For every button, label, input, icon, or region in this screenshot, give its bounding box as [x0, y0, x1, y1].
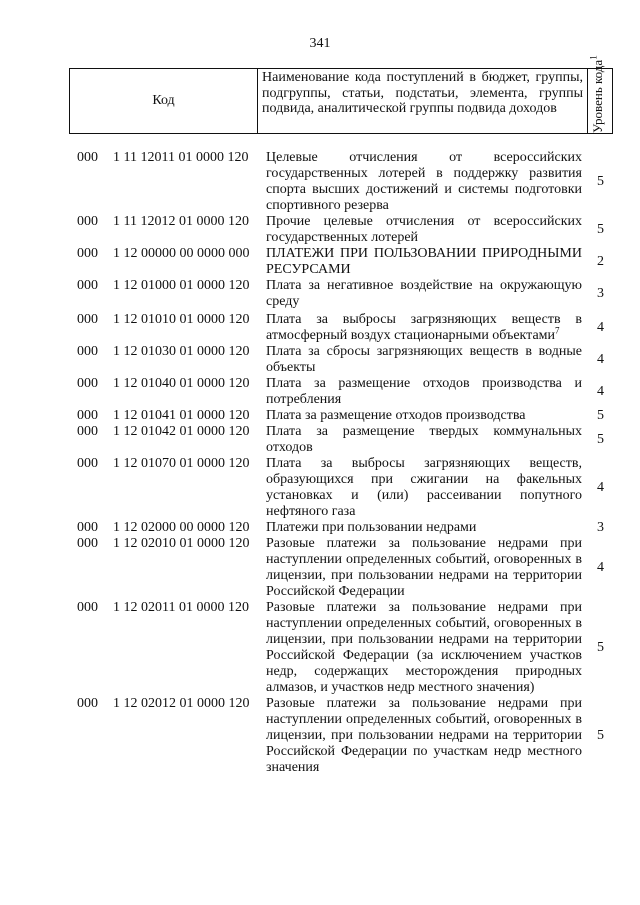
- row-code: 1 12 02011 01 0000 120: [113, 600, 249, 615]
- row-name-text: ПЛАТЕЖИ ПРИ ПОЛЬЗОВАНИИ ПРИРОДНЫМИ РЕСУРСАМИ: [266, 246, 582, 277]
- row-level: 5: [597, 640, 604, 655]
- row-name: [266, 150, 582, 214]
- row-admin-code: 000: [77, 520, 98, 535]
- row-name-text: Плата за выбросы загрязняющих веществ, образующихся при сжигании на факельных установках и (или) рассеивании попутного нефтяного газа: [266, 456, 582, 519]
- row-name: [266, 214, 582, 246]
- table-row: [0, 408, 640, 424]
- row-name: [266, 408, 582, 424]
- row-level: 5: [597, 222, 604, 237]
- row-name-text: Плата за размещение отходов производства и потребления: [266, 376, 582, 407]
- row-admin-code: 000: [77, 600, 98, 615]
- row-name-text: Прочие целевые отчисления от всероссийских государственных лотерей: [266, 214, 582, 245]
- row-code: 1 11 12012 01 0000 120: [113, 214, 249, 229]
- row-admin-code: 000: [77, 344, 98, 359]
- table-row: [0, 536, 640, 600]
- table-row: [0, 344, 640, 376]
- header-level-cell: [588, 55, 612, 133]
- row-name: [266, 536, 582, 600]
- row-name-text: Платежи при пользовании недрами: [266, 520, 477, 535]
- row-footnote-marker: 7: [555, 325, 560, 336]
- table-row: [0, 278, 640, 310]
- row-admin-code: 000: [77, 150, 98, 165]
- row-admin-code: 000: [77, 278, 98, 293]
- row-code: 1 12 02010 01 0000 120: [113, 536, 250, 551]
- row-name: [266, 312, 582, 344]
- row-code: 1 12 01041 01 0000 120: [113, 408, 250, 423]
- table-row: [0, 376, 640, 408]
- row-code: 1 12 01000 01 0000 120: [113, 278, 250, 293]
- row-name: [266, 376, 582, 408]
- row-name: [266, 696, 582, 776]
- row-admin-code: 000: [77, 214, 98, 229]
- row-name-text: Разовые платежи за пользование недрами при наступлении определенных событий, оговоренных в лицензии, при пользовании недрами на территории Российской Федерации по участкам недр местного значения: [266, 696, 582, 775]
- header-name-label: Наименование кода поступлений в бюджет, группы, подгруппы, статьи, подстатьи, элемента, группы подвида, аналитической группы подвида доходов: [262, 70, 583, 116]
- row-code: 1 12 02012 01 0000 120: [113, 696, 250, 711]
- row-name-text: Целевые отчисления от всероссийских государственных лотерей в поддержку развития спорта высших достижений и системы подготовки спортивного резерва: [266, 150, 582, 213]
- header-code-label: Код: [152, 93, 175, 108]
- table-row: [0, 696, 640, 776]
- page-number: 341: [309, 36, 331, 51]
- row-level: 3: [597, 520, 604, 535]
- row-admin-code: 000: [77, 536, 98, 551]
- header-name-cell: [258, 69, 588, 133]
- row-admin-code: 000: [77, 456, 98, 471]
- row-name-text: Разовые платежи за пользование недрами при наступлении определенных событий, оговоренных в лицензии, при пользовании недрами на территории Российской Федерации (за исключением участков недр, содержащих месторождения природных алмазов, и участков недр местного значения): [266, 600, 582, 695]
- row-name: [266, 246, 582, 278]
- row-level: 4: [597, 352, 604, 367]
- table-row: [0, 246, 640, 278]
- table-header: [69, 55, 613, 134]
- row-name: [266, 600, 582, 696]
- row-level: 4: [597, 560, 604, 575]
- table-row: [0, 600, 640, 696]
- table-row: [0, 312, 640, 344]
- row-admin-code: 000: [77, 408, 98, 423]
- row-name: [266, 456, 582, 520]
- table-row: [0, 150, 640, 214]
- table-row: [0, 456, 640, 520]
- row-admin-code: 000: [77, 696, 98, 711]
- table-row: [0, 214, 640, 246]
- table-row: [0, 520, 640, 536]
- row-name-text: Плата за негативное воздействие на окружающую среду: [266, 278, 582, 309]
- row-admin-code: 000: [77, 312, 98, 327]
- row-level: 4: [597, 320, 604, 335]
- row-level: 3: [597, 286, 604, 301]
- header-code-cell: [70, 69, 258, 133]
- header-level-text: Уровень кода: [590, 59, 605, 133]
- row-level: 5: [597, 408, 604, 423]
- row-name: [266, 344, 582, 376]
- row-name: [266, 520, 582, 536]
- row-level: 4: [597, 480, 604, 495]
- row-admin-code: 000: [77, 424, 98, 439]
- row-name-text: Разовые платежи за пользование недрами при наступлении определенных событий, оговоренных в лицензии, при пользовании недрами на территории Российской Федерации: [266, 536, 582, 599]
- row-code: 1 12 02000 00 0000 120: [113, 520, 250, 535]
- table-body: [0, 150, 640, 776]
- row-level: 4: [597, 384, 604, 399]
- row-name-text: Плата за размещение твердых коммунальных отходов: [266, 424, 582, 455]
- row-code: 1 12 01030 01 0000 120: [113, 344, 250, 359]
- row-admin-code: 000: [77, 246, 98, 261]
- row-code: 1 12 01040 01 0000 120: [113, 376, 250, 391]
- header-level-label: [588, 55, 605, 133]
- row-level: 2: [597, 254, 604, 269]
- row-name: [266, 424, 582, 456]
- header-level-footnote: 1: [588, 55, 599, 60]
- table-row: [0, 424, 640, 456]
- row-code: 1 11 12011 01 0000 120: [113, 150, 249, 165]
- row-code: 1 12 01070 01 0000 120: [113, 456, 250, 471]
- row-code: 1 12 00000 00 0000 000: [113, 246, 250, 261]
- row-name-text: Плата за выбросы загрязняющих веществ в атмосферный воздух стационарными объектами: [266, 312, 582, 343]
- row-level: 5: [597, 432, 604, 447]
- row-level: 5: [597, 728, 604, 743]
- row-code: 1 12 01010 01 0000 120: [113, 312, 250, 327]
- row-code: 1 12 01042 01 0000 120: [113, 424, 250, 439]
- row-level: 5: [597, 174, 604, 189]
- row-name-text: Плата за сбросы загрязняющих веществ в водные объекты: [266, 344, 582, 375]
- row-admin-code: 000: [77, 376, 98, 391]
- row-name-text: Плата за размещение отходов производства: [266, 408, 526, 423]
- row-name: [266, 278, 582, 310]
